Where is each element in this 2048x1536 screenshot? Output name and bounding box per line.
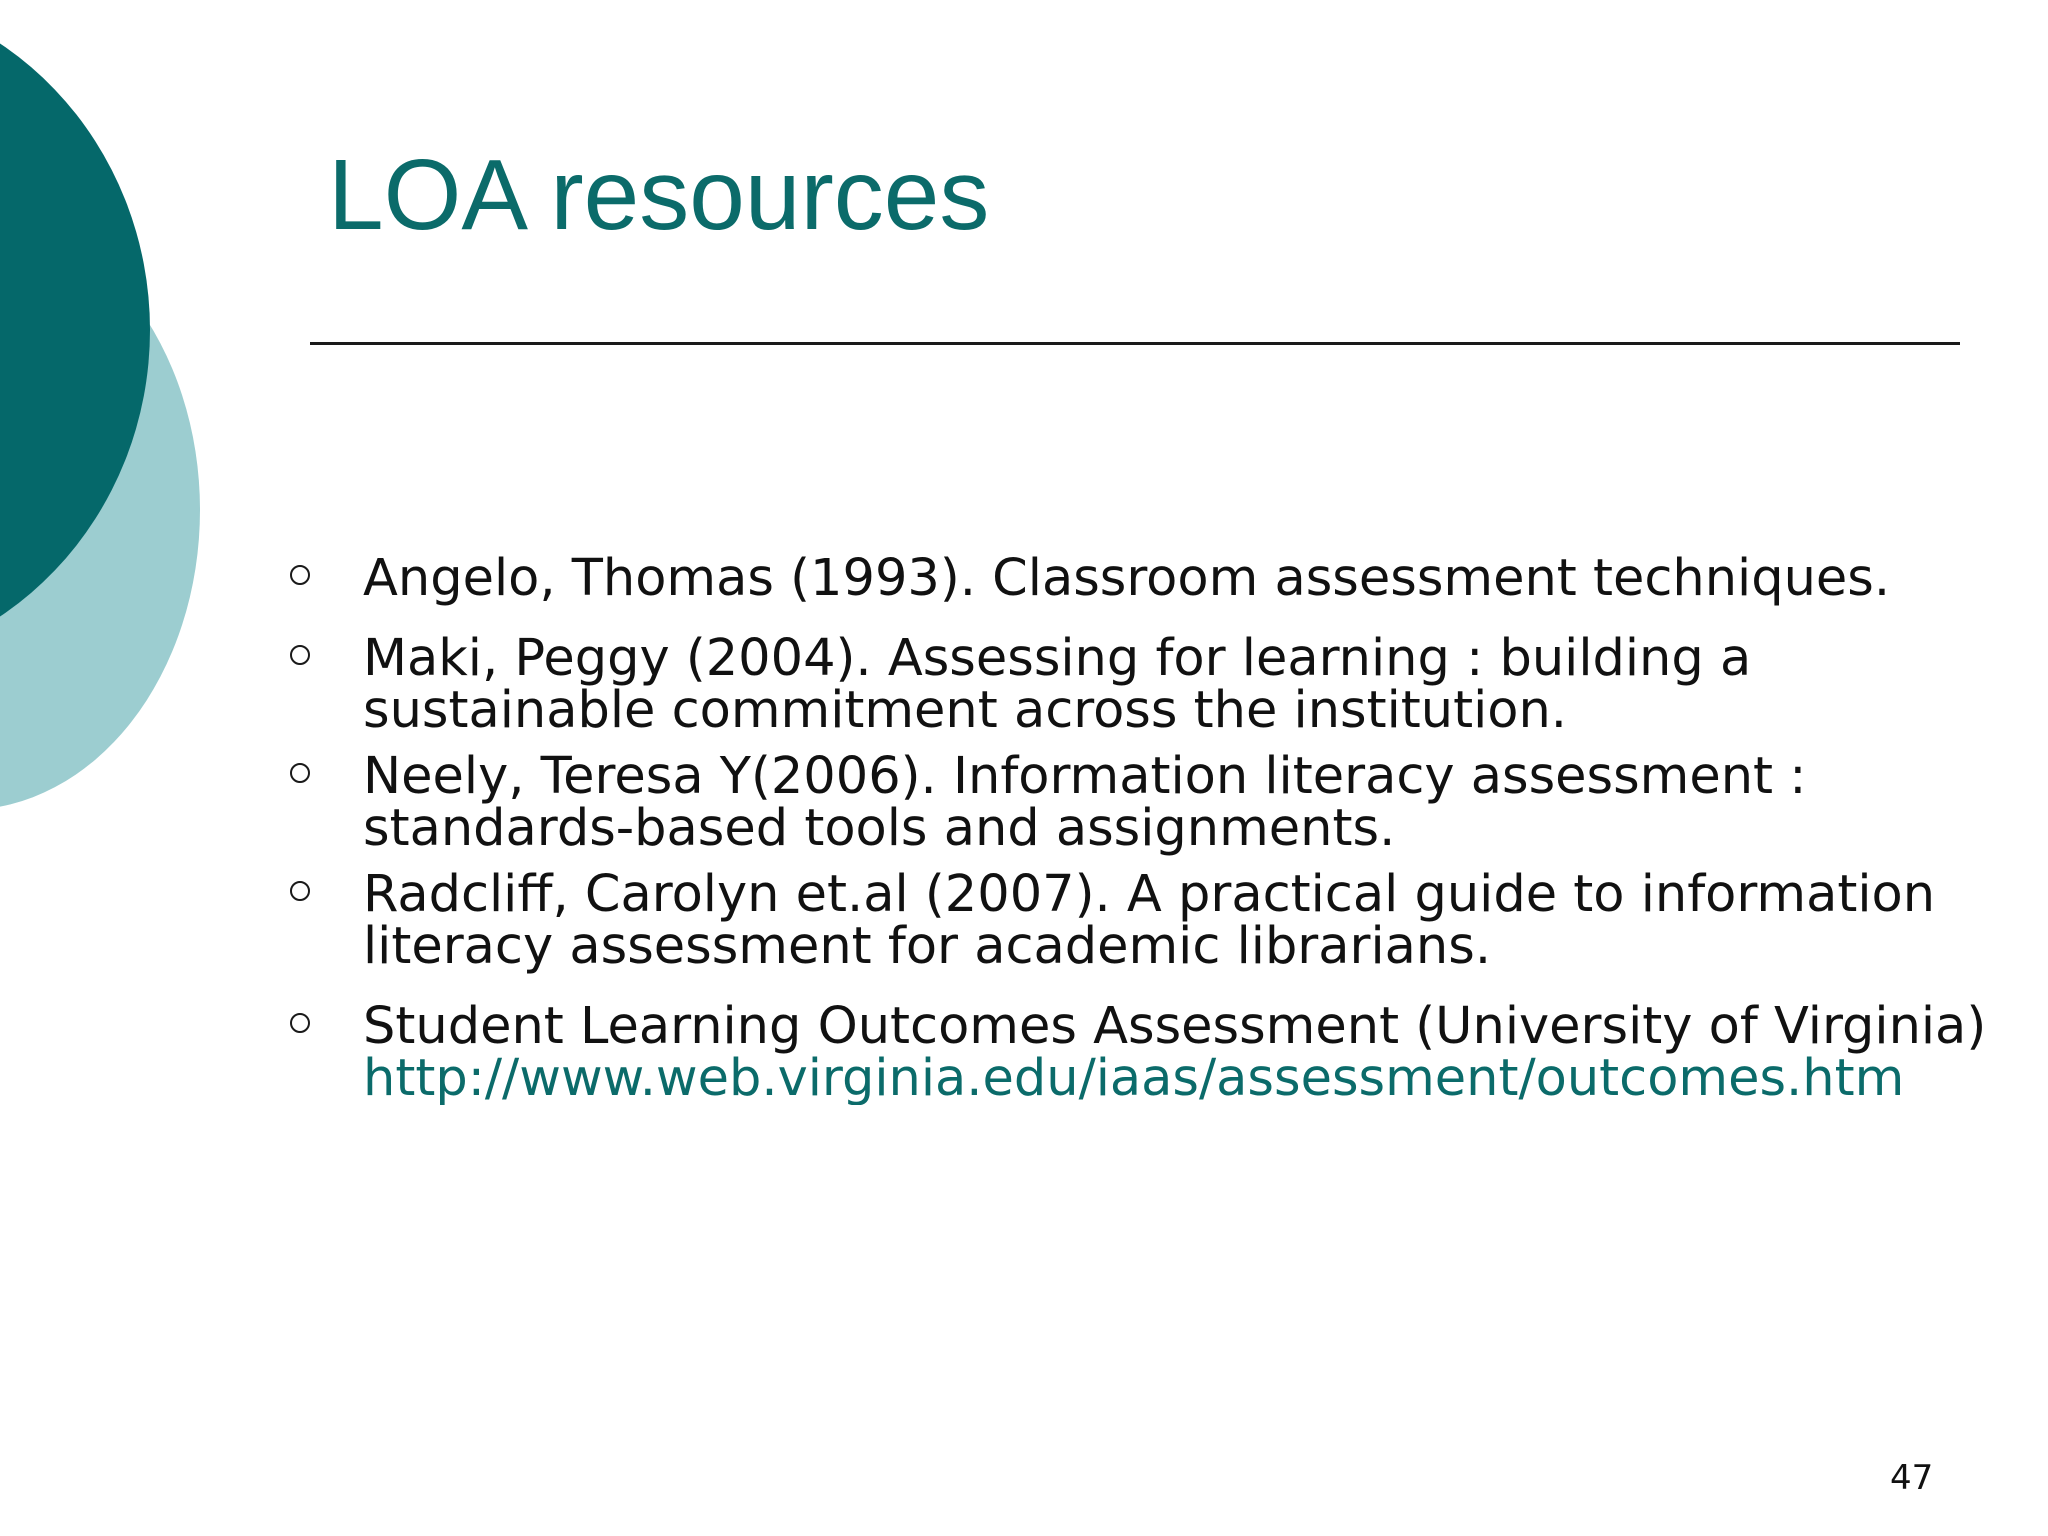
list-item: [285, 549, 2000, 608]
list-item: [285, 865, 2000, 976]
reference-text: Angelo, Thomas (1993). Classroom assessment techniques.: [363, 549, 1891, 608]
reference-list: [285, 549, 2000, 1105]
reference-text: Radcliff, Carolyn et.al (2007). A practical guide to information literacy assessment for academic librarians.: [363, 865, 1936, 976]
hollow-circle-bullet-icon: [290, 763, 310, 783]
reference-link[interactable]: http://www.web.virginia.edu/iaas/assessment/outcomes.htm: [363, 1053, 1905, 1105]
reference-text: Neely, Teresa Y(2006). Information literacy assessment : standards-based tools and assignments.: [363, 747, 1807, 858]
list-item: [285, 747, 2000, 858]
reference-text: Student Learning Outcomes Assessment (University of Virginia): [363, 997, 1987, 1056]
hollow-circle-bullet-icon: [290, 645, 310, 665]
list-item: [285, 997, 2000, 1105]
slide-number: 47: [1890, 1458, 1934, 1498]
hollow-circle-bullet-icon: [290, 565, 310, 585]
reference-text: Maki, Peggy (2004). Assessing for learning : building a sustainable commitment across the institution.: [363, 629, 1752, 740]
hollow-circle-bullet-icon: [290, 1013, 310, 1033]
list-item: [285, 629, 2000, 740]
title-divider: [310, 342, 1960, 345]
hollow-circle-bullet-icon: [290, 881, 310, 901]
slide-title: LOA resources: [328, 139, 990, 251]
